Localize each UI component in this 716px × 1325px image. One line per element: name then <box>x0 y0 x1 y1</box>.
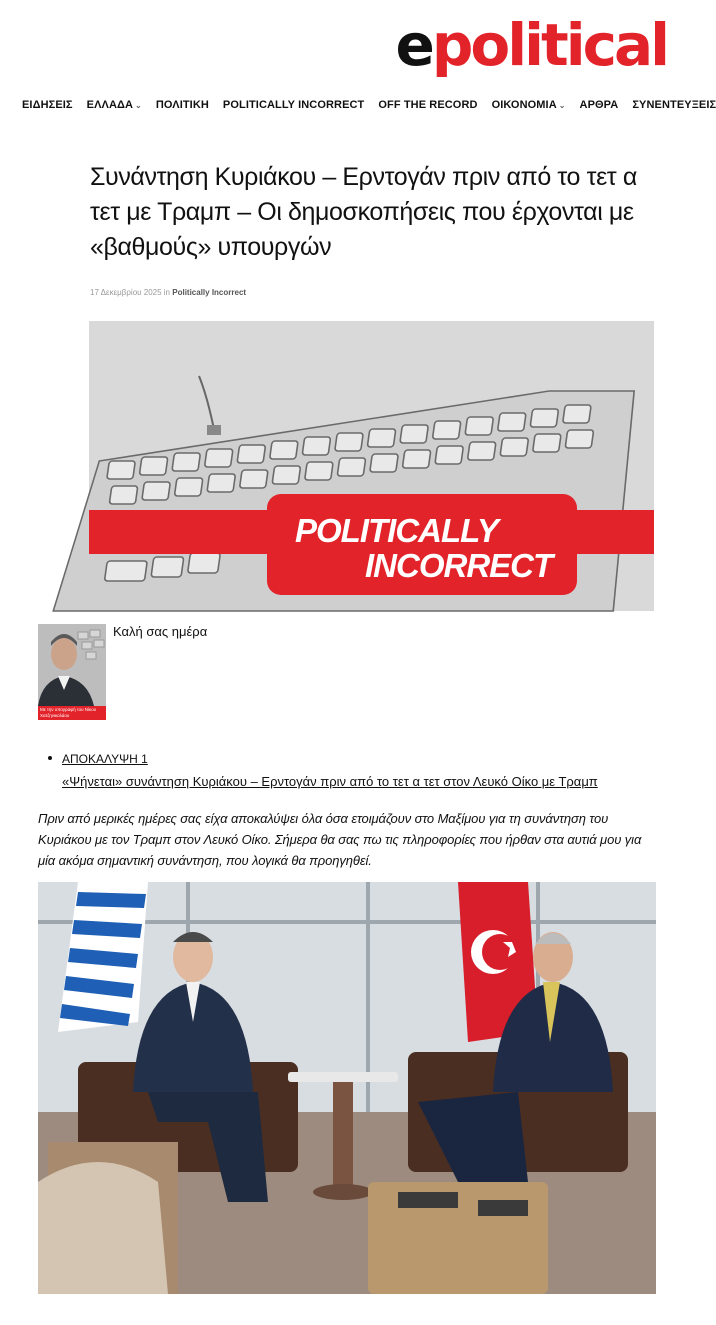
logo-wordmark: political <box>431 11 667 79</box>
article-title: Συνάντηση Κυριάκου – Ερντογάν πριν από το τετ α τετ με Τραμπ – Οι δημοσκοπήσεις που έρχονται με «βαθμούς» υπουργών <box>90 163 637 261</box>
author-signature-strip: Με την υπογραφή του Νίκου Χατζηνικολάου <box>38 706 106 720</box>
nav-label: ΠΟΛΙΤΙΚΗ <box>155 99 209 111</box>
meeting-photo <box>38 882 656 1294</box>
nav-item-arthra[interactable] <box>580 99 619 111</box>
chevron-down-icon: ⌄ <box>135 101 142 110</box>
bullet-heading-link[interactable]: ΑΠΟΚΑΛΥΨΗ 1 <box>62 752 148 766</box>
nav-item-eidiseis[interactable] <box>22 99 73 111</box>
nav-item-oikonomia[interactable] <box>492 99 566 111</box>
article-meta <box>90 288 246 297</box>
hero-image <box>89 321 654 611</box>
site-logo[interactable] <box>395 4 667 79</box>
article-date: 17 Δεκεμβρίου 2025 <box>90 288 162 297</box>
nav-label: ΕΛΛΑΔΑ <box>86 99 134 111</box>
nav-label: ΑΡΘΡΑ <box>579 99 619 111</box>
bullet-dot <box>48 756 52 760</box>
nav-label: ΕΙΔΗΣΕΙΣ <box>22 99 73 111</box>
nav-item-ellada[interactable] <box>87 99 142 111</box>
nav-label: ΟΙΚΟΝΟΜΙΑ <box>491 99 557 111</box>
nav-item-politiki[interactable] <box>156 99 209 111</box>
nav-label: ΣΥΝΕΝΤΕΥΞΕΙΣ <box>632 99 716 111</box>
nav-item-off-the-record[interactable] <box>378 99 477 111</box>
meeting-photo-illustration <box>38 882 656 1294</box>
nav-item-synenteuxeis[interactable] <box>632 99 716 111</box>
article-in-label: in <box>163 288 171 297</box>
nav-label: POLITICALLY INCORRECT <box>222 99 365 111</box>
nav-item-politically-incorrect[interactable] <box>223 99 364 111</box>
article-category-link[interactable]: Politically Incorrect <box>172 288 247 297</box>
chevron-down-icon: ⌄ <box>558 101 566 110</box>
hero-label-line2: INCORRECT <box>365 547 553 584</box>
author-photo <box>38 624 106 720</box>
hero-label-line1: POLITICALLY <box>295 512 498 549</box>
greeting-text: Καλή σας ημέρα <box>113 624 208 639</box>
bullet-subtitle-link[interactable]: «Ψήνεται» συνάντηση Κυριάκου – Ερντογάν πριν από το τετ α τετ στον Λευκό Οίκο με Τραμπ <box>62 774 598 789</box>
main-nav <box>22 99 716 111</box>
article-intro: Πριν από μερικές ημέρες σας είχα αποκαλύψει όλα όσα ετοιμάζουν στο Μαξίμου για τη συνάντηση του Κυριάκου με τον Τραμπ στον Λευκό Οίκο. Σήμερα θα σας πω τις πληροφορίες που ήρθαν στα αυτιά μου για μία ακόμα σημαντική συνάντηση, που λογικά θα προηγηθεί. <box>38 811 642 868</box>
logo-letter-e: e <box>395 11 432 79</box>
nav-label: OFF THE RECORD <box>378 99 478 111</box>
